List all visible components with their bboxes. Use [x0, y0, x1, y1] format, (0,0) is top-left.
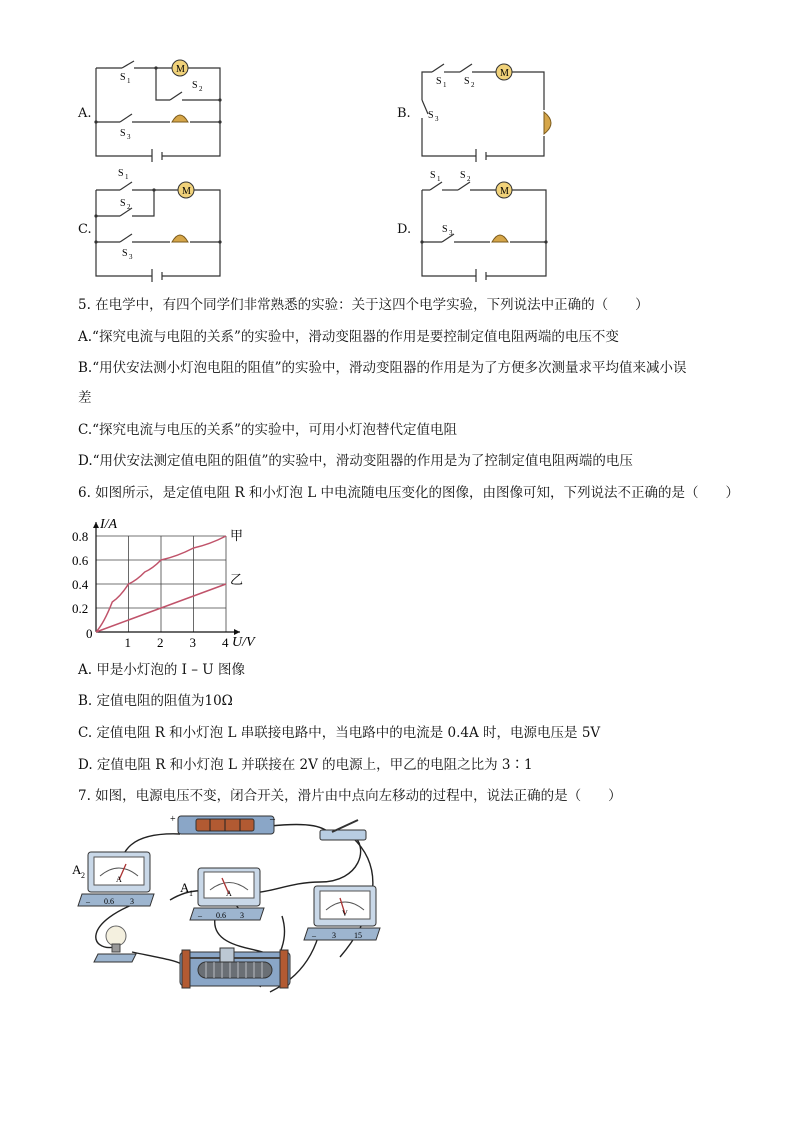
option-c-label: C.: [78, 222, 92, 237]
ammeter-a2: [78, 852, 154, 906]
q6-option-d: D. 定值电阻 R 和小灯泡 L 并联接在 2V 的电源上，甲乙的电阻之比为 3∶1: [78, 757, 533, 773]
circuit-b-diagram: [412, 58, 562, 162]
y-tick-label: 0.8: [72, 529, 89, 544]
x-axis-label: U/V: [232, 635, 255, 650]
svg-text:–: –: [270, 814, 275, 825]
svg-text:S: S: [120, 198, 126, 209]
svg-text:–: –: [312, 931, 316, 940]
option-b-label: B.: [397, 106, 411, 121]
option-a-label: A.: [78, 106, 92, 121]
y-tick-label: 0.6: [72, 553, 89, 568]
svg-text:S: S: [118, 168, 124, 179]
svg-text:–: –: [198, 911, 202, 920]
svg-text:S: S: [436, 76, 442, 87]
svg-text:A: A: [116, 875, 122, 884]
svg-text:2: 2: [471, 81, 475, 89]
y-tick-label: 0.2: [72, 601, 89, 616]
svg-text:2: 2: [467, 175, 471, 183]
svg-text:2: 2: [127, 203, 131, 211]
motor-label: M: [176, 64, 185, 75]
svg-text:0.6: 0.6: [104, 897, 114, 906]
svg-text:1: 1: [125, 173, 129, 181]
svg-text:S: S: [464, 76, 470, 87]
series-label: 甲: [230, 528, 244, 543]
svg-text:S: S: [460, 170, 466, 181]
svg-text:3: 3: [449, 229, 453, 237]
svg-text:15: 15: [354, 931, 362, 940]
circuit-c-diagram: [90, 166, 230, 282]
svg-text:M: M: [182, 186, 191, 197]
svg-text:M: M: [500, 68, 509, 79]
svg-text:A: A: [226, 889, 232, 898]
light-bulb: [94, 926, 136, 962]
q7-stem: 7. 如图，电源电压不变，闭合开关，滑片由中点向左移动的过程中，说法正确的是（ ）: [78, 788, 622, 804]
svg-text:S: S: [120, 72, 126, 83]
svg-text:3: 3: [332, 931, 336, 940]
rheostat: [180, 948, 290, 988]
y-axis-arrow: [93, 522, 99, 528]
switch: [320, 820, 366, 840]
option-d-label: D.: [397, 222, 412, 237]
svg-text:S: S: [122, 248, 128, 259]
svg-text:3: 3: [130, 897, 134, 906]
y-axis-label: I/A: [100, 517, 118, 532]
svg-text:S: S: [192, 80, 198, 91]
svg-text:1: 1: [437, 175, 441, 183]
y-tick-label: 0.4: [72, 577, 89, 592]
svg-text:–: –: [86, 897, 90, 906]
chart-grid: [96, 536, 226, 632]
svg-text:2: 2: [199, 85, 203, 93]
svg-text:1: 1: [443, 81, 447, 89]
origin-label: 0: [86, 626, 93, 641]
svg-text:M: M: [500, 186, 509, 197]
x-tick-label: 4: [222, 635, 229, 650]
ammeter-a1: [190, 868, 264, 920]
circuit-a-diagram: [90, 58, 230, 162]
svg-text:2: 2: [81, 871, 85, 880]
q6-stem: 6. 如图所示，是定值电阻 R 和小灯泡 L 中电流随电压变化的图像，由图像可知，下列说法不正确的是（ ）: [78, 485, 739, 501]
svg-text:S: S: [442, 224, 448, 235]
q5-stem: 5. 在电学中，有四个同学们非常熟悉的实验：关于这四个电学实验，下列说法中正确的（ ）: [78, 297, 649, 313]
svg-text:V: V: [342, 909, 348, 918]
x-tick-label: 1: [124, 635, 131, 650]
svg-text:S: S: [430, 170, 436, 181]
q5-option-b: B.“用伏安法测小灯泡电阻的阻值”的实验中，滑动变阻器的作用是为了方便多次测量求平均值来减小误: [78, 360, 687, 376]
svg-text:3: 3: [240, 911, 244, 920]
svg-text:3: 3: [129, 253, 133, 261]
q7-physical-circuit: [70, 812, 390, 1012]
x-tick-label: 2: [157, 635, 164, 650]
svg-text:1: 1: [189, 889, 193, 898]
svg-text:1: 1: [127, 77, 131, 85]
q6-option-b: B. 定值电阻的阻值为10Ω: [78, 693, 233, 709]
svg-text:+: +: [170, 814, 176, 825]
series-label: 乙: [230, 572, 244, 587]
q5-option-d: D.“用伏安法测定值电阻的阻值”的实验中，滑动变阻器的作用是为了控制定值电阻两端的电压: [78, 453, 633, 469]
a1-label: A: [180, 880, 190, 895]
svg-text:3: 3: [127, 133, 131, 141]
svg-text:0.6: 0.6: [216, 911, 226, 920]
iu-chart: [66, 510, 256, 652]
chart-series: [96, 528, 243, 632]
svg-text:3: 3: [435, 115, 439, 123]
q6-option-c: C. 定值电阻 R 和小灯泡 L 串联接电路中，当电路中的电流是 0.4A 时，电源电压是 5V: [78, 725, 601, 741]
q6-option-a: A. 甲是小灯泡的 I – U 图像: [78, 662, 245, 678]
q5-option-a: A.“探究电流与电阻的关系”的实验中，滑动变阻器的作用是要控制定值电阻两端的电压不变: [78, 329, 619, 345]
svg-text:S: S: [428, 110, 434, 121]
voltmeter: [304, 886, 380, 940]
circuit-d-diagram: [412, 166, 562, 282]
q5-option-c: C.“探究电流与电压的关系”的实验中，可用小灯泡替代定值电阻: [78, 422, 457, 438]
x-tick-label: 3: [189, 635, 196, 650]
q5-option-b-cont: 差: [78, 390, 92, 406]
battery-pack: [170, 814, 276, 834]
chart-axes: [93, 522, 240, 635]
svg-text:S: S: [120, 128, 126, 139]
a2-label: A: [72, 862, 82, 877]
